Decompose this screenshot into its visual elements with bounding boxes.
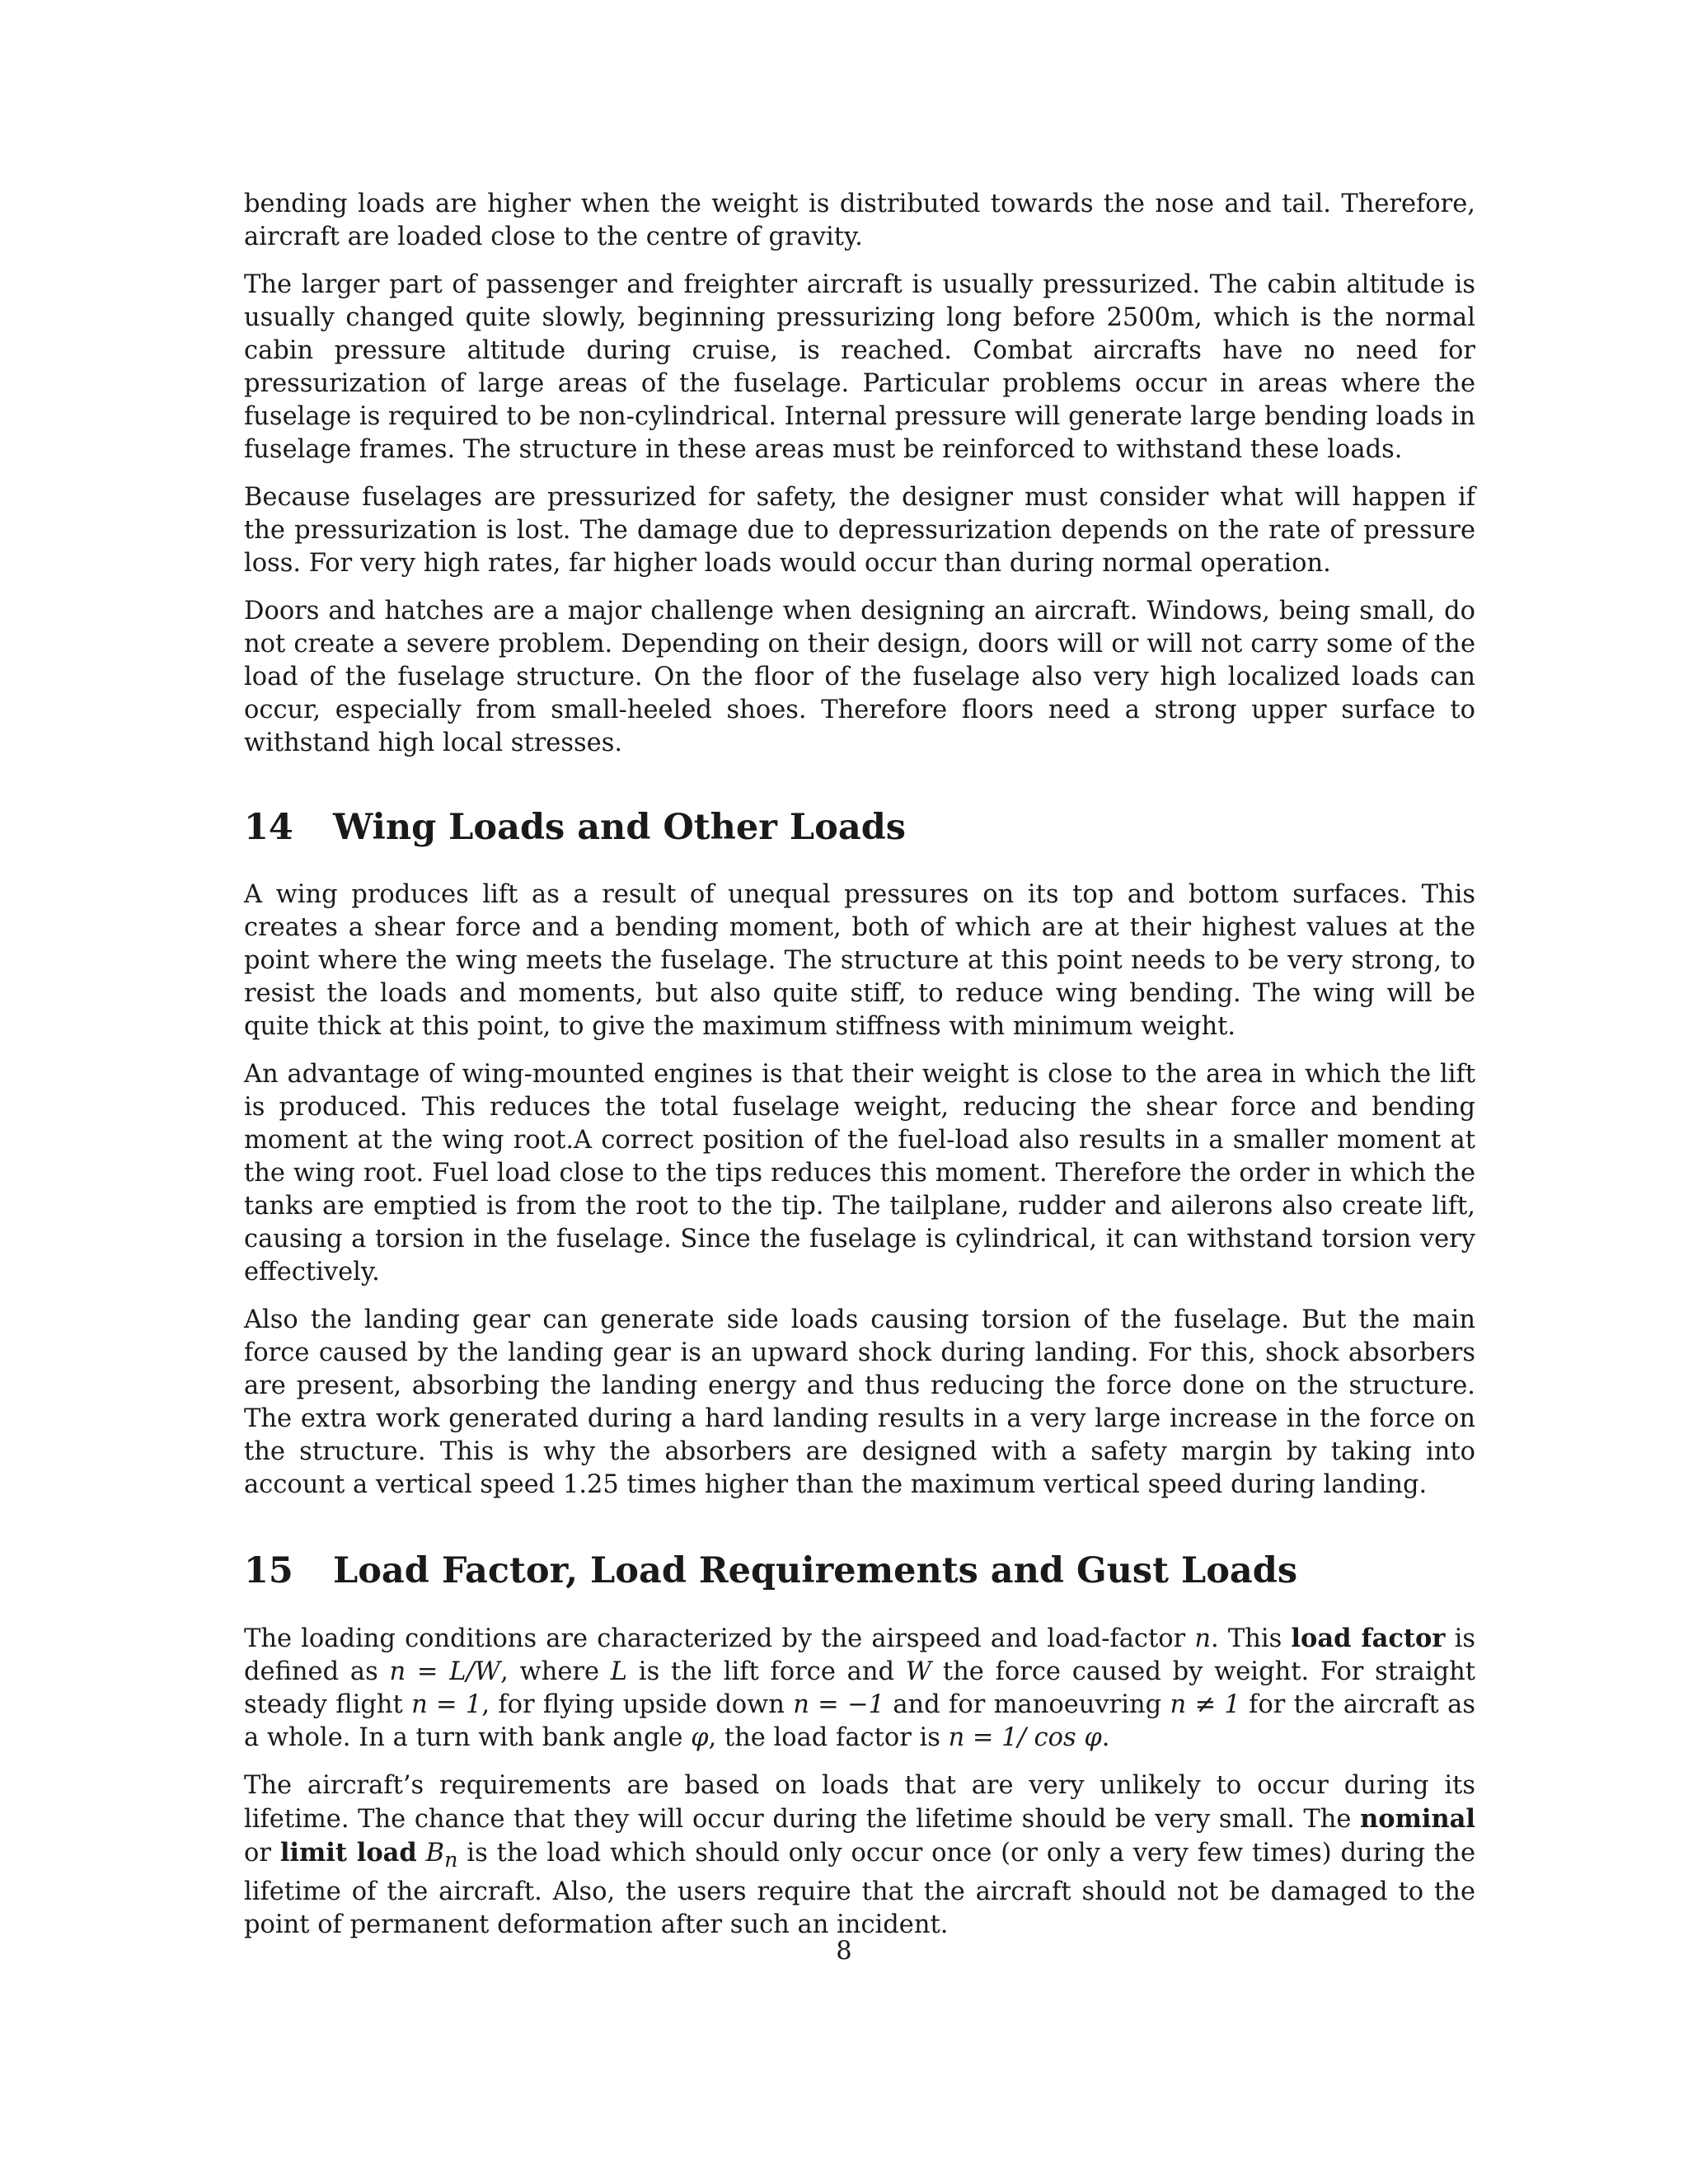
paragraph: Also the landing gear can generate side loads causing torsion of the fuselage. But the main force caused by the landing gear is an upward shock during landing. For this, shock absorbers are present, absorbing the landing energy and thus reducing the force done on the structure. The extra work generated during a hard landing results in a very large increase in the force on the structure. This is why the absorbers are designed with a safety margin by taking into account a vertical speed 1.25 times higher than the maximum vertical speed during landing. [244,1305,1475,1499]
bold-term: limit load [279,1838,417,1868]
bold-term: nominal [1360,1804,1475,1834]
section-title: Load Factor, Load Requirements and Gust Loads [333,1550,1298,1591]
math: n = −1 [793,1690,885,1719]
paragraph-limit-load: The aircraft’s requirements are based on loads that are very unlikely to occur during its lifetime. The chance that they will occur during the lifetime should be very small. The nominal or limit load $B_n$ is the load which should only occur once (or only a very few times) during the lifetime of the aircraft. Also, the users require that the aircraft should not be damaged to the point of permanent deformation after such an incident. [244,1771,1475,1940]
page-body [244,188,1475,1957]
math: φ [691,1723,709,1752]
section-number: 15 [244,1550,293,1591]
math: n = L/W [389,1657,501,1686]
math-subscript: n [444,1847,458,1872]
page-number: 8 [836,1937,852,1966]
paragraph: An advantage of wing-mounted engines is that their weight is close to the area in which the lift is produced. This reduces the total fuselage weight, reducing the shear force and bending moment at the wing root.A correct position of the fuel-load also results in a smaller moment at the wing root. Fuel load close to the tips reduces this moment. Therefore the order in which the tanks are emptied is from the root to the tip. The tailplane, rudder and ailerons also create lift, causing a torsion in the fuselage. Since the fuselage is cylindrical, it can withstand torsion very effectively. [244,1060,1475,1286]
math: n ≠ 1 [1170,1690,1240,1719]
math: n [1194,1624,1212,1653]
paragraph: bending loads are higher when the weight is distributed towards the nose and tail. Therefore, aircraft are loaded close to the centre of gravity. [244,190,1475,251]
section-heading-14 [244,804,1475,851]
section-heading-15 [244,1548,1475,1594]
paragraph: Because fuselages are pressurized for safety, the designer must consider what will happen if the pressurization is lost. The damage due to depressurization depends on the rate of pressure loss. For very high rates, far higher loads would occur than during normal operation. [244,483,1475,578]
paragraph: The larger part of passenger and freighter aircraft is usually pressurized. The cabin altitude is usually changed quite slowly, beginning pressurizing long before 2500m, which is the normal cabin pressure altitude during cruise, is reached. Combat aircrafts have no need for pressurization of large areas of the fuselage. Particular problems occur in areas where the fuselage is required to be non-cylindrical. Internal pressure will generate large bending loads in fuselage frames. The structure in these areas must be reinforced to withstand these loads. [244,270,1475,464]
math: L [610,1657,628,1686]
paragraph: Doors and hatches are a major challenge when designing an aircraft. Windows, being small, do not create a severe problem. Depending on their design, doors will or will not carry some of the load of the fuselage structure. On the floor of the fuselage also very high localized loads can occur, especially from small-heeled shoes. Therefore floors need a strong upper surface to withstand high local stresses. [244,597,1475,757]
bold-term: load factor [1291,1624,1446,1653]
math: B [425,1839,445,1868]
paragraph-load-factor: The loading conditions are characterized by the airspeed and load-factor n. This load factor is defined as n = L/W, where L is the lift force and W the force caused by weight. For straight steady flight n = 1, for flying upside down n = −1 and for manoeuvring n ≠ 1 for the aircraft as a whole. In a turn with bank angle φ, the load factor is n = 1/ cos φ. [244,1624,1476,1752]
paragraph: A wing produces lift as a result of unequal pressures on its top and bottom surfaces. This creates a shear force and a bending moment, both of which are at their highest values at the point where the wing meets the fuselage. The structure at this point needs to be very strong, to resist the loads and moments, but also quite stiff, to reduce wing bending. The wing will be quite thick at this point, to give the maximum stiffness with minimum weight. [244,880,1475,1041]
math: n = 1 [411,1690,482,1719]
section-title: Wing Loads and Other Loads [333,807,906,848]
section-number: 14 [244,807,293,848]
math: n = 1/ cos φ [948,1723,1102,1752]
math: W [905,1657,932,1686]
